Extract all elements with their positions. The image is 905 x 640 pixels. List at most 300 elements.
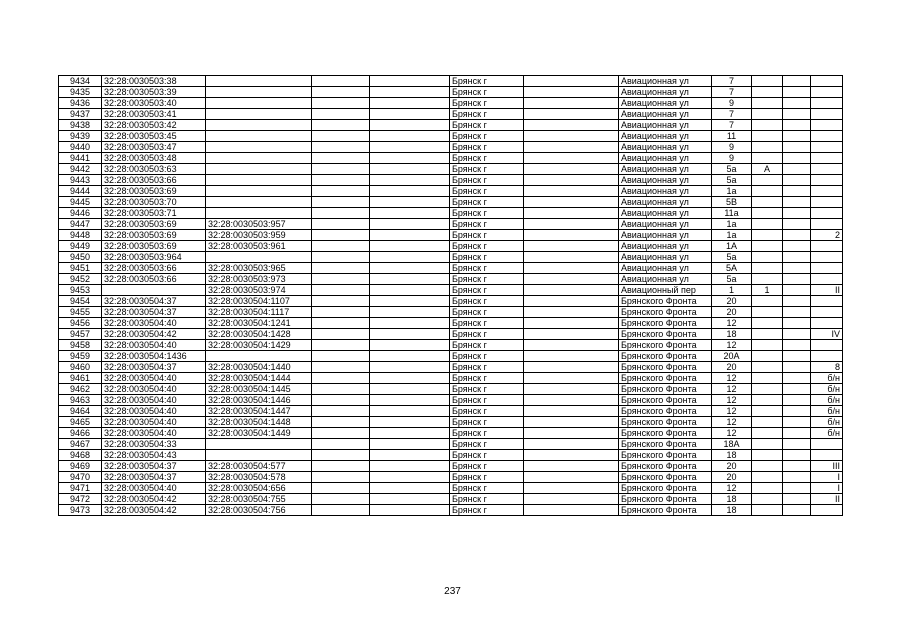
cell-empty-cell-b [370,241,450,252]
table-row [59,131,843,142]
cell-cadastral-number: 32:28:0030503:45 [102,131,206,142]
cell-building-cadastral-number [206,98,312,109]
cell-building-letter [752,373,783,384]
cell-corpus: б/н [811,384,843,395]
cell-corpus: II [811,285,843,296]
table-row [59,109,843,120]
cell-corpus [811,208,843,219]
cell-empty-cell-b [370,494,450,505]
cell-row-number: 9458 [59,340,102,351]
cell-empty-cell-b [370,131,450,142]
cell-building-letter [752,186,783,197]
cell-city: Брянск г [450,461,524,472]
cell-empty-cell-a [312,131,370,142]
table-row [59,120,843,131]
table-row [59,230,843,241]
table-row [59,461,843,472]
cell-building-cadastral-number: 32:28:0030504:578 [206,472,312,483]
cell-city: Брянск г [450,186,524,197]
cell-building-cadastral-number: 32:28:0030503:974 [206,285,312,296]
cell-empty-cell-b [370,384,450,395]
cell-empty-cell-c [524,395,619,406]
cell-street: Авиационный пер [619,285,712,296]
cell-street: Авиационная ул [619,208,712,219]
cell-building-cadastral-number: 32:28:0030504:1440 [206,362,312,373]
cell-cadastral-number: 32:28:0030504:42 [102,329,206,340]
cell-empty-cell-d [783,241,811,252]
cell-house-number: 9 [712,142,752,153]
cell-corpus [811,318,843,329]
cell-building-cadastral-number: 32:28:0030504:577 [206,461,312,472]
cell-corpus [811,98,843,109]
cell-corpus [811,164,843,175]
cell-empty-cell-a [312,417,370,428]
cell-empty-cell-d [783,494,811,505]
cell-empty-cell-d [783,87,811,98]
cell-row-number: 9436 [59,98,102,109]
cell-empty-cell-a [312,142,370,153]
cell-street: Авиационная ул [619,142,712,153]
cell-street: Брянского Фронта [619,439,712,450]
cell-corpus: I [811,483,843,494]
cell-building-cadastral-number: 32:28:0030503:961 [206,241,312,252]
cell-row-number: 9473 [59,505,102,516]
cell-building-letter [752,252,783,263]
cell-row-number: 9467 [59,439,102,450]
cell-house-number: 7 [712,87,752,98]
table-row [59,164,843,175]
cell-city: Брянск г [450,450,524,461]
cell-building-cadastral-number: 32:28:0030504:1448 [206,417,312,428]
cell-empty-cell-b [370,219,450,230]
cell-corpus: II [811,494,843,505]
cell-row-number: 9444 [59,186,102,197]
cell-corpus: IV [811,329,843,340]
table-row [59,219,843,230]
cell-empty-cell-b [370,505,450,516]
cell-building-letter [752,417,783,428]
cell-house-number: 12 [712,318,752,329]
cell-cadastral-number: 32:28:0030504:33 [102,439,206,450]
cell-house-number: 9 [712,98,752,109]
cell-house-number: 12 [712,417,752,428]
cell-empty-cell-b [370,373,450,384]
cell-house-number: 18 [712,505,752,516]
cell-building-letter [752,87,783,98]
cell-empty-cell-b [370,120,450,131]
cell-empty-cell-d [783,406,811,417]
cell-empty-cell-d [783,417,811,428]
cell-empty-cell-a [312,329,370,340]
cell-corpus [811,450,843,461]
cell-empty-cell-a [312,483,370,494]
cell-building-letter [752,197,783,208]
cell-house-number: 7 [712,76,752,87]
cell-empty-cell-a [312,274,370,285]
cell-street: Авиационная ул [619,241,712,252]
table-row [59,439,843,450]
cell-empty-cell-a [312,406,370,417]
cell-cadastral-number: 32:28:0030503:69 [102,186,206,197]
cell-corpus [811,142,843,153]
cell-empty-cell-a [312,76,370,87]
cell-building-cadastral-number [206,153,312,164]
cell-empty-cell-b [370,263,450,274]
cell-corpus [811,505,843,516]
table-row [59,483,843,494]
cell-city: Брянск г [450,406,524,417]
cell-city: Брянск г [450,120,524,131]
cell-empty-cell-c [524,120,619,131]
cell-row-number: 9455 [59,307,102,318]
cell-house-number: 7 [712,109,752,120]
table-row [59,373,843,384]
cell-building-cadastral-number [206,252,312,263]
cell-corpus: б/н [811,428,843,439]
cell-corpus [811,439,843,450]
cell-corpus [811,153,843,164]
cell-city: Брянск г [450,87,524,98]
cell-house-number: 20 [712,296,752,307]
cell-empty-cell-c [524,450,619,461]
cell-city: Брянск г [450,373,524,384]
cell-corpus [811,296,843,307]
cell-house-number: 18 [712,450,752,461]
cell-empty-cell-d [783,395,811,406]
cell-street: Брянского Фронта [619,307,712,318]
cell-empty-cell-d [783,98,811,109]
cell-city: Брянск г [450,252,524,263]
cell-street: Брянского Фронта [619,395,712,406]
cell-row-number: 9470 [59,472,102,483]
cell-city: Брянск г [450,505,524,516]
cell-row-number: 9435 [59,87,102,98]
cell-empty-cell-d [783,329,811,340]
cell-empty-cell-b [370,197,450,208]
cell-cadastral-number: 32:28:0030504:40 [102,395,206,406]
cell-building-letter [752,153,783,164]
cell-street: Авиационная ул [619,263,712,274]
cell-corpus: 8 [811,362,843,373]
cell-empty-cell-c [524,164,619,175]
cell-empty-cell-c [524,505,619,516]
cell-empty-cell-c [524,241,619,252]
table-row [59,208,843,219]
cell-building-cadastral-number [206,142,312,153]
cell-empty-cell-c [524,494,619,505]
cell-empty-cell-a [312,98,370,109]
cell-empty-cell-d [783,131,811,142]
cell-cadastral-number: 32:28:0030503:69 [102,241,206,252]
table-row [59,76,843,87]
cell-street: Авиационная ул [619,175,712,186]
cell-empty-cell-c [524,384,619,395]
table-row [59,505,843,516]
cell-cadastral-number: 32:28:0030503:40 [102,98,206,109]
cell-row-number: 9452 [59,274,102,285]
cell-street: Брянского Фронта [619,362,712,373]
cell-empty-cell-d [783,384,811,395]
cell-row-number: 9437 [59,109,102,120]
cell-empty-cell-a [312,153,370,164]
cell-city: Брянск г [450,362,524,373]
cell-corpus [811,197,843,208]
cell-street: Авиационная ул [619,98,712,109]
cell-street: Брянского Фронта [619,505,712,516]
cell-empty-cell-b [370,285,450,296]
cell-empty-cell-d [783,252,811,263]
cell-house-number: 12 [712,340,752,351]
cell-row-number: 9469 [59,461,102,472]
cell-street: Брянского Фронта [619,373,712,384]
cell-empty-cell-d [783,296,811,307]
cell-empty-cell-d [783,219,811,230]
cell-empty-cell-c [524,483,619,494]
cell-building-cadastral-number [206,450,312,461]
cell-empty-cell-c [524,109,619,120]
table-row [59,252,843,263]
cell-row-number: 9456 [59,318,102,329]
cell-street: Авиационная ул [619,109,712,120]
cell-corpus [811,120,843,131]
cell-row-number: 9447 [59,219,102,230]
cell-building-letter [752,241,783,252]
cell-empty-cell-a [312,373,370,384]
cell-empty-cell-a [312,472,370,483]
cell-empty-cell-a [312,186,370,197]
cell-empty-cell-c [524,417,619,428]
cell-city: Брянск г [450,219,524,230]
cell-empty-cell-c [524,153,619,164]
cell-street: Авиационная ул [619,274,712,285]
cell-empty-cell-c [524,373,619,384]
cell-building-cadastral-number: 32:28:0030504:1444 [206,373,312,384]
cell-cadastral-number: 32:28:0030503:38 [102,76,206,87]
cell-empty-cell-c [524,285,619,296]
cell-house-number: 12 [712,428,752,439]
cell-cadastral-number: 32:28:0030504:37 [102,362,206,373]
cell-empty-cell-d [783,428,811,439]
cell-city: Брянск г [450,175,524,186]
cell-empty-cell-b [370,439,450,450]
table-row [59,87,843,98]
cell-street: Авиационная ул [619,230,712,241]
table-row [59,142,843,153]
cell-city: Брянск г [450,76,524,87]
cell-building-cadastral-number [206,351,312,362]
cell-house-number: 11 [712,131,752,142]
cell-row-number: 9471 [59,483,102,494]
cell-empty-cell-a [312,428,370,439]
cell-empty-cell-c [524,307,619,318]
cell-building-letter [752,318,783,329]
cell-empty-cell-c [524,175,619,186]
cell-building-cadastral-number: 32:28:0030503:973 [206,274,312,285]
cell-empty-cell-d [783,505,811,516]
cell-street: Авиационная ул [619,252,712,263]
cell-corpus: б/н [811,417,843,428]
cell-street: Брянского Фронта [619,384,712,395]
cell-building-letter [752,384,783,395]
cell-cadastral-number: 32:28:0030503:39 [102,87,206,98]
cell-cadastral-number: 32:28:0030503:42 [102,120,206,131]
cell-house-number: 1А [712,241,752,252]
cell-building-cadastral-number: 32:28:0030503:957 [206,219,312,230]
cell-street: Брянского Фронта [619,351,712,362]
cell-building-cadastral-number: 32:28:0030504:1117 [206,307,312,318]
cell-empty-cell-d [783,285,811,296]
cell-empty-cell-c [524,362,619,373]
cell-empty-cell-b [370,153,450,164]
cell-empty-cell-d [783,318,811,329]
cell-building-cadastral-number: 32:28:0030504:656 [206,483,312,494]
cell-cadastral-number: 32:28:0030503:66 [102,175,206,186]
cell-row-number: 9468 [59,450,102,461]
cell-empty-cell-a [312,164,370,175]
cell-empty-cell-c [524,318,619,329]
cell-corpus [811,340,843,351]
cell-city: Брянск г [450,142,524,153]
cell-building-cadastral-number [206,175,312,186]
cell-empty-cell-d [783,351,811,362]
cell-street: Авиационная ул [619,164,712,175]
cell-empty-cell-a [312,362,370,373]
cell-street: Брянского Фронта [619,428,712,439]
cell-building-letter [752,395,783,406]
cell-empty-cell-a [312,351,370,362]
cell-empty-cell-a [312,439,370,450]
cell-cadastral-number: 32:28:0030504:40 [102,417,206,428]
cell-empty-cell-a [312,208,370,219]
cell-empty-cell-b [370,98,450,109]
cell-building-cadastral-number: 32:28:0030503:959 [206,230,312,241]
cell-empty-cell-c [524,461,619,472]
cell-empty-cell-c [524,197,619,208]
cell-street: Брянского Фронта [619,296,712,307]
cell-empty-cell-b [370,230,450,241]
cell-building-cadastral-number: 32:28:0030503:965 [206,263,312,274]
table-row [59,98,843,109]
cell-house-number: 12 [712,395,752,406]
table-row [59,197,843,208]
cell-building-cadastral-number [206,131,312,142]
cell-cadastral-number: 32:28:0030503:69 [102,219,206,230]
cell-building-letter [752,208,783,219]
cell-building-letter [752,120,783,131]
cell-building-cadastral-number: 32:28:0030504:1445 [206,384,312,395]
cell-row-number: 9448 [59,230,102,241]
cell-house-number: 12 [712,483,752,494]
cell-empty-cell-b [370,472,450,483]
cell-empty-cell-d [783,340,811,351]
cell-cadastral-number: 32:28:0030503:66 [102,263,206,274]
cell-empty-cell-a [312,318,370,329]
cell-city: Брянск г [450,307,524,318]
table-row [59,494,843,505]
cell-house-number: 5а [712,252,752,263]
cell-city: Брянск г [450,197,524,208]
cell-row-number: 9466 [59,428,102,439]
cell-row-number: 9446 [59,208,102,219]
cell-house-number: 20 [712,472,752,483]
cell-house-number: 7 [712,120,752,131]
cell-city: Брянск г [450,395,524,406]
cell-cadastral-number: 32:28:0030504:37 [102,307,206,318]
cell-empty-cell-a [312,109,370,120]
cell-city: Брянск г [450,483,524,494]
cell-empty-cell-d [783,197,811,208]
cell-empty-cell-b [370,208,450,219]
cell-empty-cell-a [312,285,370,296]
cell-cadastral-number: 32:28:0030503:964 [102,252,206,263]
cell-cadastral-number: 32:28:0030504:1436 [102,351,206,362]
table-row [59,307,843,318]
cell-cadastral-number: 32:28:0030503:71 [102,208,206,219]
address-register-table [58,75,843,516]
cell-street: Авиационная ул [619,153,712,164]
table-row [59,384,843,395]
cell-empty-cell-a [312,307,370,318]
cell-empty-cell-d [783,175,811,186]
cell-house-number: 18 [712,329,752,340]
cell-row-number: 9465 [59,417,102,428]
cell-empty-cell-d [783,362,811,373]
cell-house-number: 5а [712,175,752,186]
cell-empty-cell-a [312,450,370,461]
cell-city: Брянск г [450,296,524,307]
cell-empty-cell-c [524,208,619,219]
cell-empty-cell-a [312,494,370,505]
cell-empty-cell-c [524,406,619,417]
cell-city: Брянск г [450,131,524,142]
cell-empty-cell-b [370,164,450,175]
cell-street: Брянского Фронта [619,340,712,351]
cell-street: Авиационная ул [619,186,712,197]
cell-row-number: 9440 [59,142,102,153]
cell-empty-cell-b [370,351,450,362]
cell-cadastral-number: 32:28:0030503:69 [102,230,206,241]
table-row [59,362,843,373]
cell-empty-cell-b [370,76,450,87]
cell-building-letter [752,483,783,494]
cell-empty-cell-a [312,296,370,307]
cell-building-cadastral-number [206,109,312,120]
cell-city: Брянск г [450,285,524,296]
cell-building-letter [752,428,783,439]
cell-empty-cell-b [370,186,450,197]
cell-city: Брянск г [450,98,524,109]
cell-building-cadastral-number: 32:28:0030504:1429 [206,340,312,351]
cell-corpus [811,131,843,142]
cell-building-letter [752,76,783,87]
cell-city: Брянск г [450,263,524,274]
table-row [59,296,843,307]
table-row [59,406,843,417]
cell-city: Брянск г [450,241,524,252]
cell-cadastral-number: 32:28:0030503:63 [102,164,206,175]
cell-corpus [811,241,843,252]
cell-building-cadastral-number: 32:28:0030504:1241 [206,318,312,329]
cell-row-number: 9464 [59,406,102,417]
cell-empty-cell-d [783,208,811,219]
cell-empty-cell-c [524,230,619,241]
cell-empty-cell-d [783,307,811,318]
table-row [59,472,843,483]
cell-corpus: III [811,461,843,472]
cell-row-number: 9442 [59,164,102,175]
table-row [59,186,843,197]
cell-row-number: 9443 [59,175,102,186]
